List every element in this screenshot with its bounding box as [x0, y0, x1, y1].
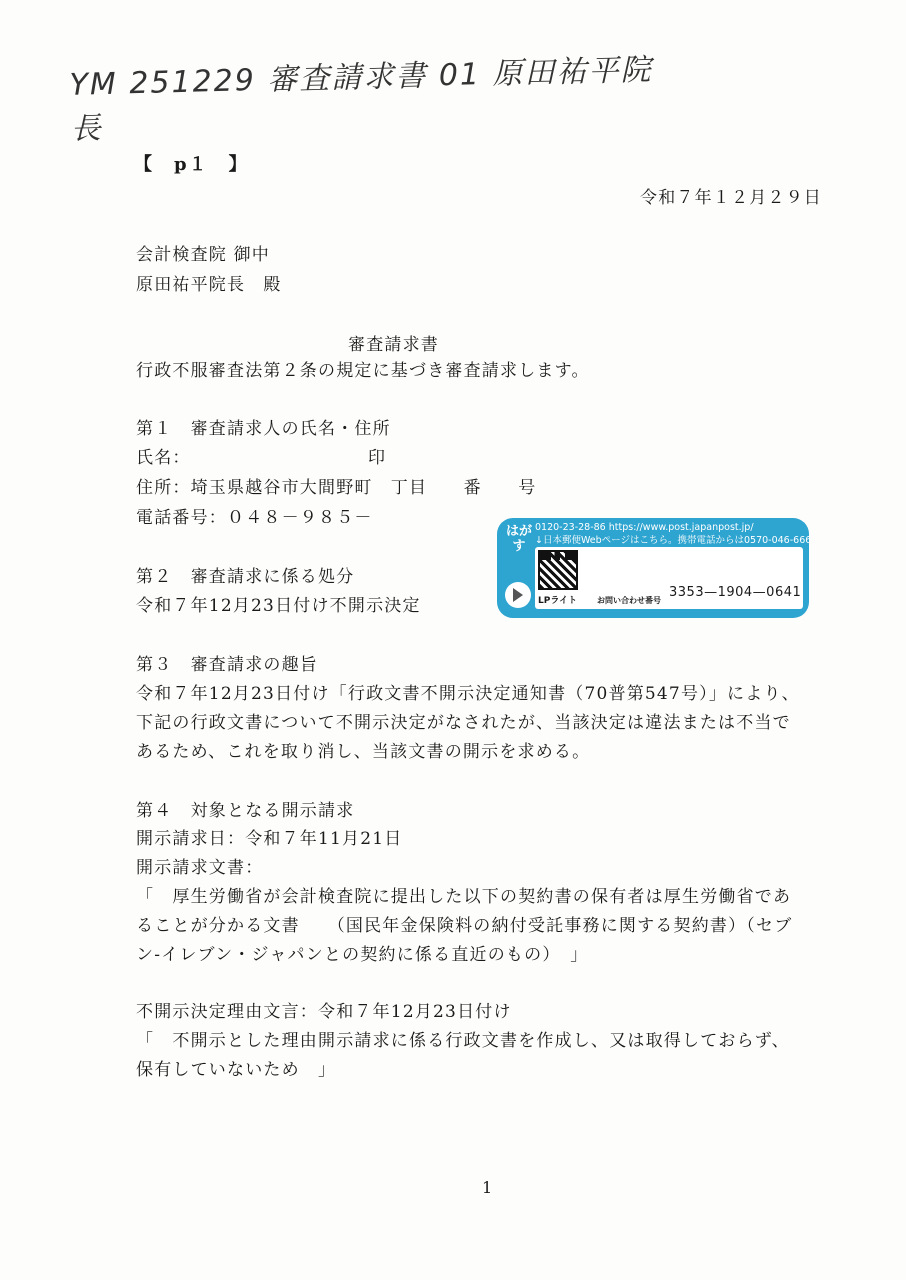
postal-tracking-sticker — [497, 518, 812, 618]
request-doc-label: 開示請求文書： — [136, 858, 264, 878]
section1-heading: 第１ 審査請求人の氏名・住所 — [136, 419, 391, 439]
request-doc-line: ることが分かる文書 （国民年金保険料の納付受託事務に関する契約書）（セブ — [136, 916, 793, 936]
section3-line: 令和７年12月23日付け「行政文書不開示決定通知書（70普第547号）」により、 — [136, 684, 800, 704]
peel-label: はがす — [505, 524, 532, 554]
section2-heading: 第２ 審査請求に係る処分 — [136, 567, 355, 587]
section3-line: あるため、これを取り消し、当該文書の開示を求める。 — [136, 742, 591, 762]
page-number: 1 — [482, 1178, 494, 1197]
document-title: 審査請求書 — [348, 335, 439, 355]
address-line: 住所：埼玉県越谷市大間野町 丁目 番 号 — [136, 478, 537, 498]
reason-line: 保有していないため 」 — [136, 1060, 337, 1080]
sticker-label-area — [535, 547, 803, 609]
contact-line1: 0120-23-28-86 https://www.post.japanpost.jp/ — [535, 522, 754, 533]
section2-body: 令和７年12月23日付け不開示決定 — [136, 596, 421, 616]
request-date: 開示請求日：令和７年11月21日 — [136, 829, 403, 849]
contact-line2: ↓日本郵便Webページはこちら。携帯電話からは0570-046-666 — [535, 535, 812, 546]
section3-heading: 第３ 審査請求の趣旨 — [136, 655, 318, 675]
name-label: 氏名： — [136, 448, 191, 468]
seal-mark: 印 — [368, 448, 385, 468]
reason-line: 「 不開示とした理由開示請求に係る行政文書を作成し、又は取得しておらず、 — [136, 1031, 790, 1051]
section3-line: 下記の行政文書について不開示決定がなされたが、当該決定は違法または不当で — [136, 713, 791, 733]
qr-code-icon — [538, 550, 578, 590]
sticker-contact — [535, 521, 811, 547]
phone-line: 電話番号：０４８－９８５－ — [136, 508, 373, 528]
document-date: 令和７年１２月２９日 — [640, 188, 822, 208]
recipient-org: 会計検査院 御中 — [136, 245, 271, 265]
service-name: LPライト — [538, 596, 578, 606]
request-doc-line: ン‐イレブン・ジャパンとの契約に係る直近のもの） 」 — [136, 945, 589, 965]
request-doc-line: 「 厚生労働省が会計検査院に提出した以下の契約書の保有者は厚生労働省であ — [136, 887, 792, 907]
inquiry-label: お問い合わせ番号 — [597, 596, 661, 605]
recipient-person: 原田祐平院長 殿 — [136, 275, 282, 295]
tracking-number: 3353—1904—0641 — [669, 585, 802, 600]
reason-label: 不開示決定理由文言：令和７年12月23日付け — [136, 1002, 512, 1022]
section4-heading: 第４ 対象となる開示請求 — [136, 801, 355, 821]
peel-arrow-icon — [505, 582, 531, 608]
page-label: 【 p１ 】 — [134, 154, 249, 175]
handwritten-note: YM 251229 審査請求書 01 原田祐平院長 — [69, 52, 653, 147]
intro-text: 行政不服審査法第２条の規定に基づき審査請求します。 — [136, 361, 590, 381]
